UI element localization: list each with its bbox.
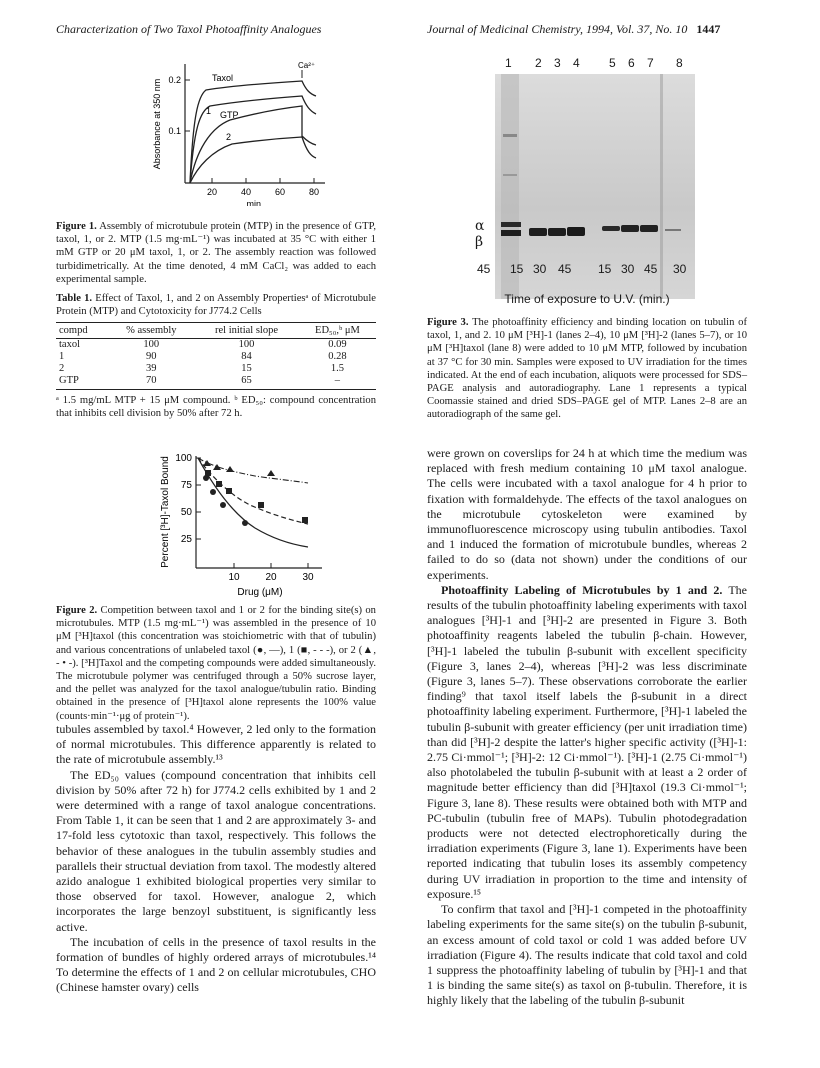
table-cell: – — [299, 375, 376, 390]
page-number: 1447 — [696, 22, 721, 36]
fig1-xtick-label: 20 — [206, 187, 218, 197]
lane-number: 6 — [628, 56, 635, 70]
fig1-ca-label: Ca²⁺ — [298, 61, 316, 70]
fig2-ytick-label: 50 — [180, 507, 192, 518]
fig1-ytick-label: 0.2 — [168, 75, 181, 85]
time-label: 45 — [477, 262, 491, 276]
fig2-point-taxol — [220, 502, 226, 508]
table-cell: 1 — [59, 351, 65, 362]
table-cell: 100 — [143, 339, 160, 350]
gel-band-alpha — [501, 222, 521, 227]
time-label: 30 — [533, 262, 547, 276]
fig1-label-gtp: GTP — [220, 110, 239, 120]
fig1-label-taxol: Taxol — [212, 73, 234, 83]
body-paragraph — [427, 583, 747, 902]
gel-band-beta — [621, 225, 639, 232]
table-row — [56, 351, 376, 363]
body-paragraph: The incubation of cells in the presence of taxol results in the formation of bundles of highly ordered arrays of microtubules.¹⁴ To determine the effects of 1 and 2 on cellular microtubules, CHO (Chinese hamster ovary) cells — [56, 934, 376, 995]
table1-header-row — [56, 323, 376, 339]
body-paragraph: To confirm that taxol and [³H]-1 competed in the photoaffinity labeling experiments for the same site(s) on the tubulin β-subunit, an excess amount of cold taxol or cold 1 was added before UV irradiation (Figure 4). The results indicate that cold taxol and cold 1 suppress the photoaffinity labeling of tubulin by [³H]-1 and that 1 is binding the same site(s) as taxol on β-tubulin. Therefore, it is highly likely that the labeling of the tubulin β-subunit — [427, 902, 747, 1008]
table-cell: 15 — [241, 363, 252, 374]
fig2-xlabel: Drug (μM) — [237, 587, 283, 598]
lane-number: 1 — [505, 56, 512, 70]
table1-header-cell: ED₅₀,ᵇ μM — [299, 323, 376, 339]
table-cell: 90 — [146, 351, 157, 362]
fig2-point-taxol — [210, 489, 216, 495]
fig2-xtick-label: 10 — [228, 572, 240, 583]
table-cell: 100 — [238, 339, 255, 350]
left-body — [56, 722, 376, 996]
fig2-point-1 — [258, 502, 264, 508]
figure2-caption-text: Competition between taxol and 1 or 2 for the binding site(s) on microtubules. MTP (1.5 mg·mL⁻¹) was assembled in the presence of 10 μM [³H]taxol (this concentration was stoichiometric with that of tubulin) and various concentrations of unlabeled taxol (●, —), 1 (■, - - -), or 2 (▲, - • -). [³H]Taxol and the competing compounds were added simultaneously. The microtubule polymer was centrifuged through a 50% sucrose layer, and the pellet was analyzed for the taxol analogue/tubulin ratio. Binding obtained in the presence of [³H]taxol alone represents the 100% value (counts·min⁻¹·μg of protein⁻¹). — [56, 605, 376, 722]
fig1-label-2: 2 — [226, 132, 232, 142]
table1 — [56, 322, 376, 390]
running-title: Characterization of Two Taxol Photoaffinity Analogues — [56, 22, 322, 36]
table1-title — [56, 292, 376, 318]
gel-band-beta — [567, 227, 585, 236]
fig2-point-1 — [302, 517, 308, 523]
table1-header-cell: % assembly — [108, 323, 194, 339]
table1-title-label: Table 1. — [56, 293, 93, 304]
table1-footnote: ᵃ 1.5 mg/mL MTP + 15 μM compound. ᵇ ED₅₀: compound concentration that inhibits cell division by 50% after 72 h. — [56, 395, 376, 420]
table-cell: taxol — [59, 339, 80, 350]
journal-name: Journal of Medicinal Chemistry, 1994, Vol. 37, No. 10 — [427, 22, 688, 36]
fig1-ytick-label: 0.1 — [168, 126, 181, 136]
fig2-ytick-label: 100 — [175, 453, 192, 464]
fig2-point-2 — [267, 470, 275, 476]
table-row — [56, 339, 376, 352]
body-paragraph: were grown on coverslips for 24 h at which time the medium was replaced with fresh medium containing 10 μM taxol analogue. The cells were incubated with a taxol analogue for 4 h prior to fixation with formaldehyde. The effects of the taxol analogues on the microtubule cytoskeleton were examined by immunofluorescence microscopy using tubulin antibodies. Taxol and 1 induced the formation of microtubule bundles, whereas 2 failed to do so (data not shown) under the conditions of our experiments. — [427, 446, 747, 582]
fig1-curve-2 — [190, 137, 316, 183]
fig2-point-1 — [226, 488, 232, 494]
figure2-caption-label: Figure 2. — [56, 605, 98, 616]
figure3-xlabel: Time of exposure to U.V. (min.) — [504, 292, 670, 306]
figure3-caption — [427, 316, 747, 422]
lane-number: 2 — [535, 56, 542, 70]
figure3-caption-text: The photoaffinity efficiency and binding location on tubulin of taxol, 1, and 2. 10 μM [³H]-1 (lanes 2–4), 10 μM [³H]-2 (lanes 5–7), or 10 μM [³H]taxol (lane 8) were added to 10 μM MTP, followed by incubation at 37 °C for 30 min. Samples were exposed to UV irradiation for the times indicated. At the end of each incubation, aliquots were processed for SDS–PAGE analysis and autoradiography. Lane 1 represents a typical Coomassie stained and dried SDS–PAGE gel of MTP. Lanes 2–8 are an autoradiograph of the same gel. — [427, 317, 747, 421]
body-paragraph-text: The results of the tubulin photoaffinity labeling experiments with taxol analogues [³H]-1 and [³H]-2 are presented in Figure 3. Both photoaffinity reagents labeled the tubulin β-chain. However, [³H]-1 labeled the tubulin β-subunit with excellent specificity (Figure 3, lanes 2–4), whereas [³H]-2 was less discriminate (Figure 3, lanes 5–7). These observations corroborate the earlier finding⁹ that taxol itself labels the β-subunit in a direct photoaffinity labeling experiment. Furthermore, [³H]-1 labeled the tubulin β-subunit with greater efficiency (per unit irradiation time) than did [³H]-2 despite the latter's higher specific activity ([³H]-1: 2.75 Ci·mmol⁻¹; [³H]-2: 12 Ci·mmol⁻¹). [³H]-1 (2.75 Ci·mmol⁻¹) also photolabeled the tubulin β-subunit with at least a 2 order of magnitude better efficiency than did [³H]taxol (19.3 Ci·mmol⁻¹; Figure 3, lane 8). These results were obtained both with MTP and PC-tubulin (tubulin free of MAPs). Tubulin photodegradation products were not detected electrophoretically during the irradiation experiments (Figure 3, lane 1). Experiments have been reported indicating that tubulin loses its assembly competency during UV irradiation in proportion to the time and intensity of exposure.¹⁵ — [427, 582, 747, 901]
table-row — [56, 375, 376, 390]
figure1-caption — [56, 220, 376, 286]
fig1-xtick-label: 60 — [274, 187, 286, 197]
table-cell: 84 — [241, 351, 252, 362]
lane-number: 4 — [573, 56, 580, 70]
fig1-curve-gtp — [190, 106, 316, 183]
table1-title-text: Effect of Taxol, 1, and 2 on Assembly Propertiesᵃ of Microtubule Protein (MTP) and Cytotoxicity for J774.2 Cells — [56, 293, 376, 318]
gel-band-minor — [503, 134, 517, 137]
figure1-caption-text: Assembly of microtubule protein (MTP) in the presence of GTP, taxol, 1, or 2. MTP (1.5 mg·mL⁻¹) was incubated at 35 °C with either 1 mM GTP or 20 μM taxol, 1, or 2. The assembly reaction was followed turbidimetrically. At the time denoted, 4 mM CaCl₂ was added to each experimental sample. — [56, 221, 376, 285]
fig1-label-1: 1 — [206, 106, 212, 116]
fig2-ytick-label: 75 — [180, 480, 192, 491]
figure2-caption — [56, 604, 376, 723]
band-label-alpha: α — [475, 218, 485, 234]
time-label: 45 — [644, 262, 658, 276]
fig2-curve-2 — [198, 458, 308, 483]
lane-number: 8 — [676, 56, 683, 70]
time-label: 30 — [621, 262, 635, 276]
fig2-point-2 — [226, 466, 234, 472]
lane-number: 5 — [609, 56, 616, 70]
body-paragraph: tubules assembled by taxol.⁴ However, 2 led only to the formation of normal microtubules. This difference apparently is related to the rate of microtubule assembly.¹³ — [56, 722, 376, 767]
gel-band-minor — [503, 174, 517, 176]
time-label: 30 — [673, 262, 687, 276]
table-cell: 2 — [59, 363, 65, 374]
fig2-point-2 — [203, 460, 211, 466]
fig2-ytick-label: 25 — [180, 534, 192, 545]
body-paragraph: The ED₅₀ values (compound concentration that inhibits cell division by 50% after 72 h) for J774.2 cells exhibited by 1 and 2 were determined with a range of taxol analogue concentrations. From Table 1, it can be seen that 1 and 2 are approximately 3- and 17-fold less cytotoxic than taxol, respectively. This follows the behavior of these analogues in the tubulin assembly studies and parallels their structual deviation from taxol. The modestly altered azido analogue 1 exhibited biological properties very similar to those observed for taxol. However, analogue 2, which incorporates the large benzoyl substituent, is significantly less active. — [56, 767, 376, 934]
gel-band-beta — [548, 228, 566, 236]
table-cell: 0.09 — [328, 339, 347, 350]
table1-header-cell: compd — [56, 323, 108, 339]
figure3-caption-label: Figure 3. — [427, 317, 469, 328]
time-label: 15 — [510, 262, 524, 276]
fig2-xtick-label: 20 — [265, 572, 277, 583]
fig2-xtick-label: 30 — [302, 572, 314, 583]
right-body — [427, 446, 747, 1009]
fig1-xlabel: min. — [246, 199, 264, 206]
fig2-point-taxol — [242, 520, 248, 526]
figure1-plot — [140, 56, 340, 206]
fig1-ylabel: Absorbance at 350 nm — [152, 78, 162, 170]
fig2-point-1 — [205, 470, 211, 476]
fig1-xtick-label: 80 — [308, 187, 320, 197]
table-cell: 0.28 — [328, 351, 347, 362]
table-cell: 1.5 — [330, 363, 344, 374]
table-cell: 65 — [194, 375, 299, 390]
figure3-time-row — [427, 262, 747, 282]
table-cell: 39 — [146, 363, 157, 374]
gel-band-beta — [602, 226, 620, 231]
section-heading: Photoaffinity Labeling of Microtubules by 1 and 2. — [441, 582, 723, 597]
fig2-curve-taxol — [198, 458, 308, 547]
gel-band-beta — [640, 225, 658, 232]
time-label: 45 — [558, 262, 572, 276]
gel-band-beta — [665, 229, 681, 231]
table-cell: 70 — [108, 375, 194, 390]
journal-citation — [427, 22, 720, 37]
lane-number: 7 — [647, 56, 654, 70]
band-label-beta: β — [475, 234, 484, 250]
fig1-xtick-label: 40 — [240, 187, 252, 197]
table-cell: GTP — [56, 375, 108, 390]
fig2-point-1 — [216, 481, 222, 487]
time-label: 15 — [598, 262, 612, 276]
fig2-ylabel: Percent [³H]-Taxol Bound — [160, 456, 171, 568]
gel-band-beta — [501, 230, 521, 236]
figure2-plot — [150, 450, 330, 600]
table-row — [56, 363, 376, 375]
lane-number: 3 — [554, 56, 561, 70]
table1-header-cell: rel initial slope — [194, 323, 299, 339]
gel-band-beta — [529, 228, 547, 236]
figure1-caption-label: Figure 1. — [56, 221, 97, 232]
